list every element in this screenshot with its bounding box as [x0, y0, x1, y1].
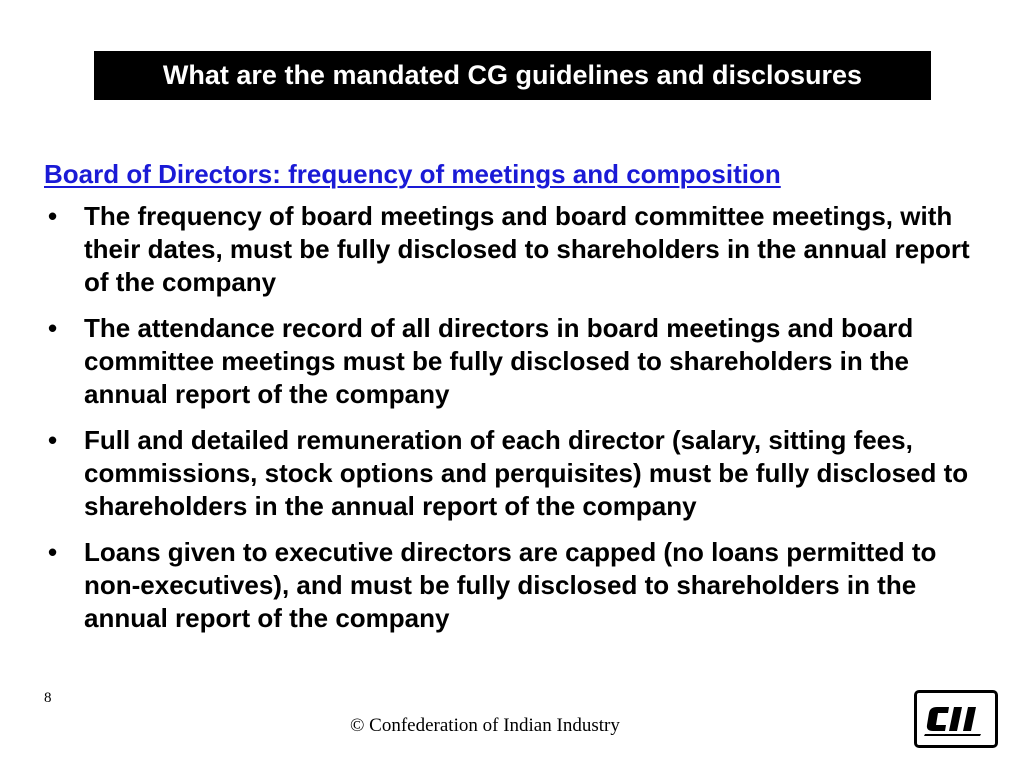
bullet-item-remuneration [44, 424, 994, 523]
bullet-item-meeting-frequency [44, 200, 994, 299]
bullet-marker: • [48, 313, 58, 343]
footer-copyright: © Confederation of Indian Industry [350, 715, 620, 736]
bullet-list [44, 200, 994, 648]
bullet-text: The frequency of board meetings and board committee meetings, with their dates, must be fully disclosed to shareholders in the annual report of the company [84, 201, 970, 297]
slide-title: What are the mandated CG guidelines and disclosures [162, 60, 863, 90]
cii-logo-icon [914, 690, 998, 748]
page-number: 8 [44, 690, 52, 706]
bullet-text: Full and detailed remuneration of each director (salary, sitting fees, commissions, stock options and perquisites) must be fully disclosed to shareholders in the annual report of the company [84, 425, 969, 521]
cii-logo-graphic [921, 698, 991, 740]
section-heading: Board of Directors: frequency of meetings and composition [44, 159, 781, 189]
bullet-marker: • [48, 425, 58, 455]
bullet-text: Loans given to executive directors are capped (no loans permitted to non-executives), and must be fully disclosed to shareholders in the annual report of the company [84, 537, 937, 633]
bullet-marker: • [48, 201, 58, 231]
bullet-item-attendance-record [44, 312, 994, 411]
slide-title-bar [94, 51, 931, 100]
bullet-item-director-loans [44, 536, 994, 635]
bullet-text: The attendance record of all directors in board meetings and board committee meetings must be fully disclosed to shareholders in the annual report of the company [84, 313, 914, 409]
bullet-marker: • [48, 537, 58, 567]
